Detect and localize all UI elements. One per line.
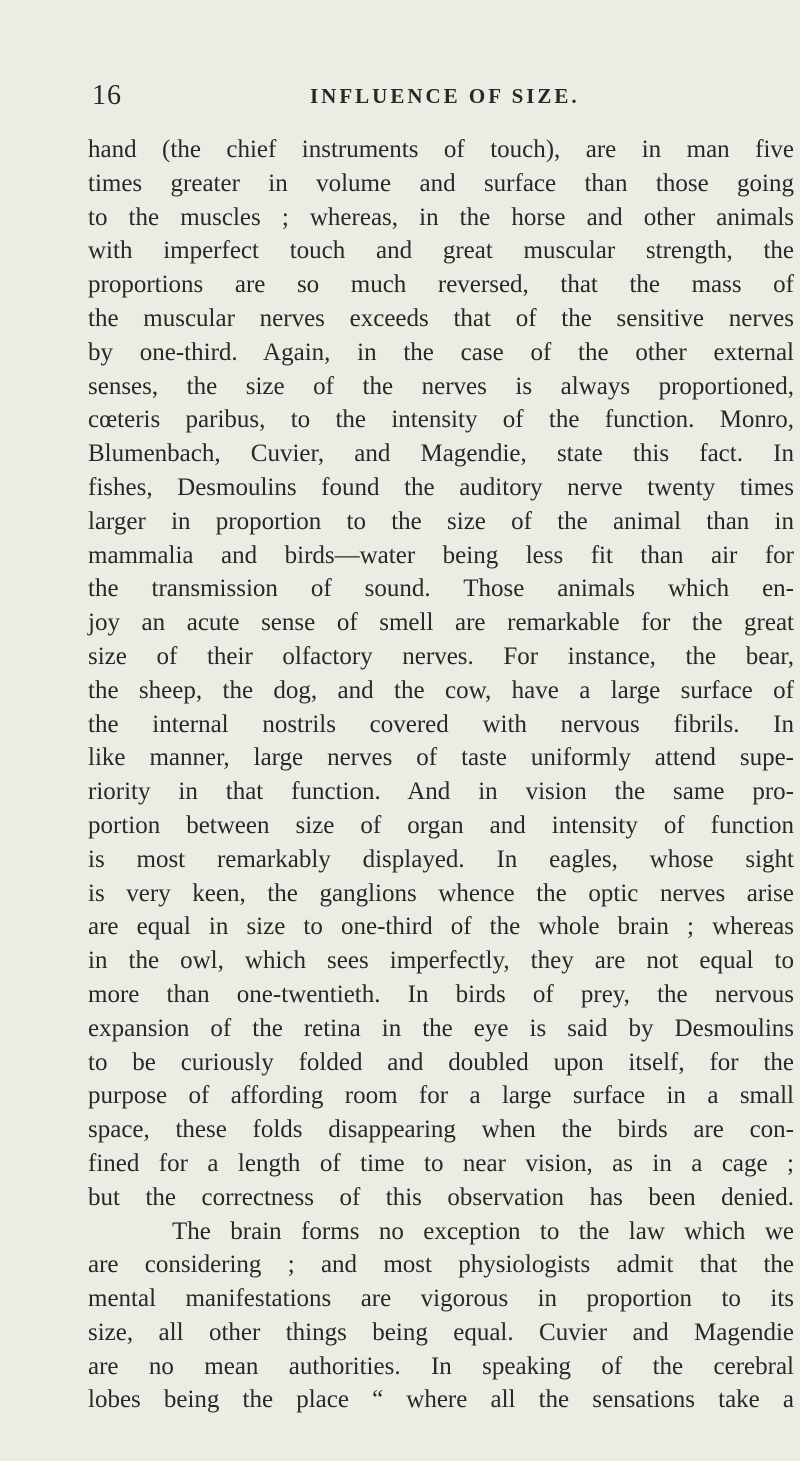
- text-line: cœteris paribus, to the intensity of the function. Monro,: [88, 406, 794, 434]
- text-line: is most remarkably displayed. In eagles, whose sight: [88, 845, 794, 873]
- text-line: by one-third. Again, in the case of the other external: [88, 338, 794, 366]
- text-line: in the owl, which sees imperfectly, they are not equal to: [88, 947, 794, 975]
- text-line: the internal nostrils covered with nervous fibrils. In: [88, 710, 794, 738]
- text-line: expansion of the retina in the eye is said by Desmoulins: [88, 1014, 794, 1042]
- page-number: 16: [92, 80, 122, 111]
- page-header: [92, 80, 792, 120]
- text-line: riority in that function. And in vision the same pro-: [88, 778, 794, 806]
- text-line: size of their olfactory nerves. For instance, the bear,: [88, 642, 794, 670]
- text-line: portion between size of organ and intensity of function: [88, 811, 794, 839]
- text-line: are considering ; and most physiologists admit that the: [88, 1251, 794, 1279]
- text-line: more than one-twentieth. In birds of prey, the nervous: [88, 980, 794, 1008]
- text-line: the sheep, the dog, and the cow, have a large surface of: [88, 676, 794, 704]
- text-line: proportions are so much reversed, that the mass of: [88, 271, 794, 299]
- running-title: INFLUENCE OF SIZE.: [310, 84, 580, 108]
- text-line: mental manifestations are vigorous in proportion to its: [88, 1285, 794, 1313]
- text-line: but the correctness of this observation has been denied.: [88, 1183, 794, 1211]
- text-line: are equal in size to one-third of the whole brain ; whereas: [88, 913, 794, 941]
- text-line: Blumenbach, Cuvier, and Magendie, state this fact. In: [88, 440, 794, 468]
- text-line: the muscular nerves exceeds that of the sensitive nerves: [88, 304, 794, 332]
- text-line: to be curiously folded and doubled upon itself, for the: [88, 1048, 794, 1076]
- text-line: hand (the chief instruments of touch), are in man five: [88, 136, 794, 163]
- text-line: fined for a length of time to near vision, as in a cage ;: [88, 1149, 794, 1177]
- text-line: lobes being the place “ where all the sensations take a: [88, 1386, 794, 1414]
- text-line: the transmission of sound. Those animals which en-: [88, 575, 794, 603]
- text-line: purpose of affording room for a large surface in a small: [88, 1082, 794, 1110]
- body-text: [88, 133, 794, 1417]
- text-line: is very keen, the ganglions whence the optic nerves arise: [88, 879, 794, 907]
- text-line: times greater in volume and surface than those going: [88, 169, 794, 197]
- text-line: fishes, Desmoulins found the auditory nerve twenty times: [88, 473, 794, 501]
- text-line: larger in proportion to the size of the animal than in: [88, 507, 794, 535]
- text-line: to the muscles ; whereas, in the horse and other animals: [88, 203, 794, 231]
- text-line: space, these folds disappearing when the birds are con-: [88, 1116, 794, 1144]
- text-line: mammalia and birds—water being less fit than air for: [88, 541, 794, 569]
- paragraph-start-line: The brain forms no exception to the law which we: [172, 1217, 794, 1245]
- text-line: like manner, large nerves of taste uniformly attend supe-: [88, 744, 794, 772]
- text-line: senses, the size of the nerves is always proportioned,: [88, 372, 794, 400]
- text-line: are no mean authorities. In speaking of the cerebral: [88, 1352, 794, 1380]
- text-line: size, all other things being equal. Cuvier and Magendie: [88, 1318, 794, 1346]
- text-line: joy an acute sense of smell are remarkable for the great: [88, 609, 794, 637]
- text-line: with imperfect touch and great muscular strength, the: [88, 237, 794, 265]
